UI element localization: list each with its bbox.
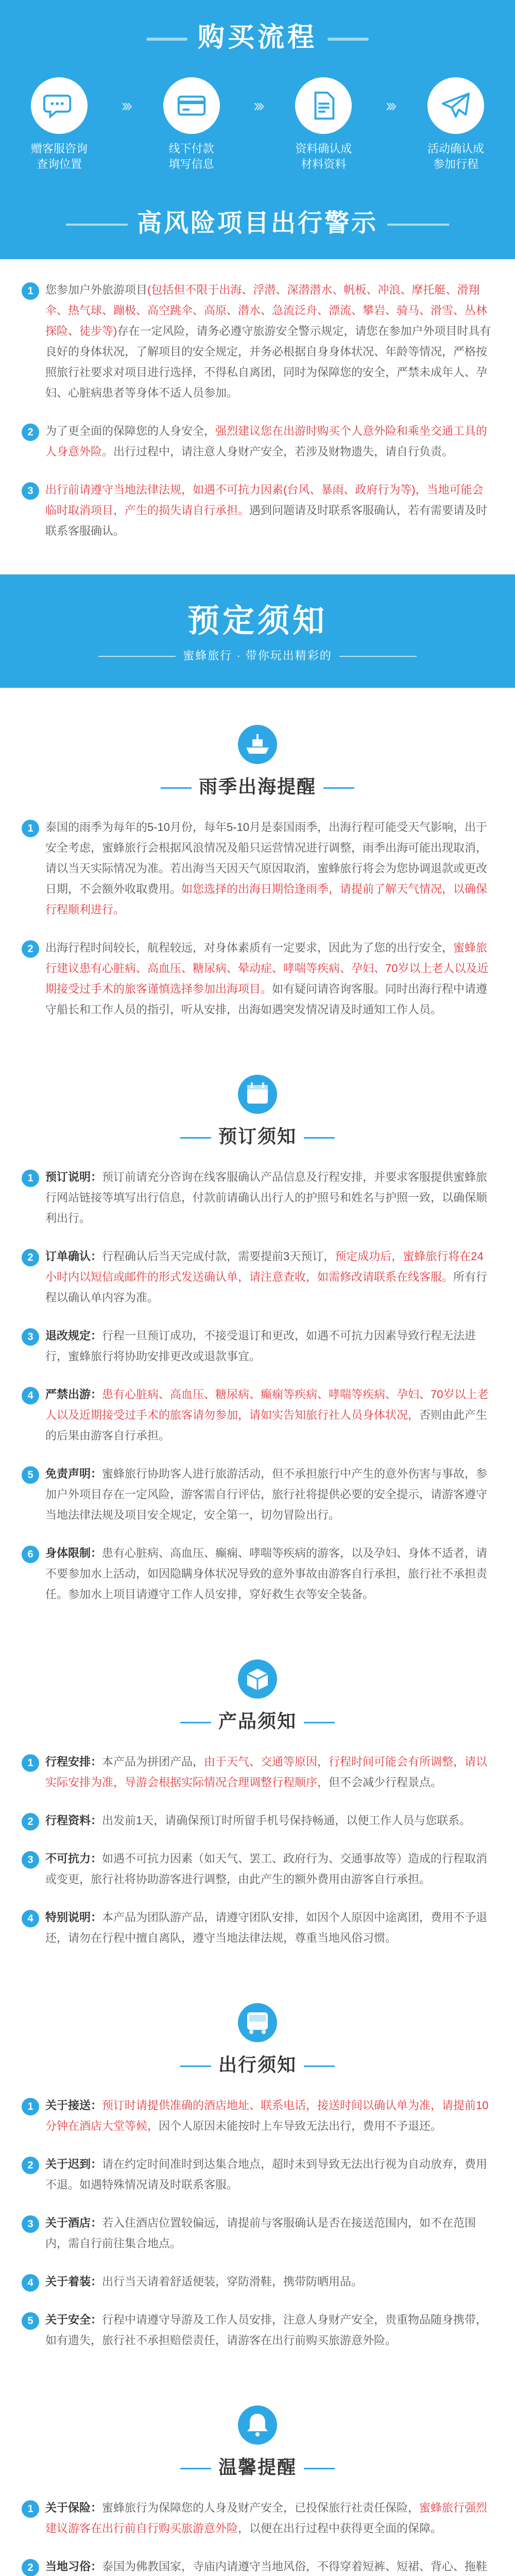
number-badge: 1 (22, 282, 39, 300)
list-item: 3 关于酒店：若入住酒店位置较偏远，请提前与客服确认是否在接送范围内，如不在范围内，需自行前往集合地点。 (22, 2213, 493, 2254)
flow-steps (0, 54, 515, 172)
flow-step-pay (153, 77, 230, 172)
list-item: 3 不可抗力：如遇不可抗力因素（如天气、罢工、政府行为、交通事故等）造成的行程取消或变更，旅行社将协助游客进行调整，由此产生的额外费用由游客自行承担。 (22, 1849, 493, 1890)
flow-step-consult (21, 77, 98, 172)
section-list (0, 1167, 515, 1605)
section-list (0, 817, 515, 1020)
title-deco-left (146, 38, 187, 41)
arrow-icon: ››› (385, 96, 394, 115)
number-badge: 6 (22, 1546, 39, 1563)
section-heading (0, 1966, 515, 2095)
number-badge: 4 (22, 1387, 39, 1404)
number-badge: 3 (22, 1851, 39, 1869)
number-badge: 1 (22, 1754, 39, 1772)
section-title: 雨季出海提醒 (0, 772, 515, 799)
section-title: 预订须知 (0, 1122, 515, 1148)
warning-header (0, 198, 515, 259)
number-badge: 3 (22, 1328, 39, 1346)
warning-body (0, 259, 515, 574)
reserve-header (0, 574, 515, 688)
flow-label-travel: 活动确认成 参加行程 (427, 142, 484, 171)
flow-label-consult: 赠客服咨询 查询位置 (30, 142, 88, 171)
box-icon (0, 1658, 515, 1700)
list-item: 2 出海行程时间较长，航程较远，对身体素质有一定要求，因此为了您的出行安全，蜜蜂旅行建议患有心脏病、高血压、糖尿病、晕动症、哮喘等疾病、孕妇、70岁以上老人以及近期接受过手术的旅客谨慎选择参加出海项目。如有疑问请咨询客服。同时出海行程中请遵守船长和工作人员的指引，听从安排，出海如遇突发情况请及时通知工作人员。 (22, 938, 493, 1020)
buy-process-section (0, 0, 515, 198)
title-deco-left (66, 224, 128, 226)
flow-step-confirm (285, 77, 362, 172)
number-badge: 3 (22, 2215, 39, 2233)
list-item: 3 退改规定：行程一旦预订成功，不接受退订和更改，如遇不可抗力因素导致行程无法进行，蜜蜂旅行将协助安排更改或退款事宜。 (22, 1326, 493, 1367)
section-title: 产品须知 (0, 1707, 515, 1733)
warning-item (22, 421, 493, 462)
flow-label-confirm: 资料确认成 材料资料 (295, 142, 352, 171)
warning-text: 您参加户外旅游项目(包括但不限于出海、浮潜、深潜潜水、帆板、冲浪、摩托艇、滑翔伞、热气球、蹦极、高空跳伞、高原、潜水、急流泛舟、漂流、攀岩、骑马、滑雪、丛林探险、徒步等)存在一定风险，请务必遵守旅游安全警示规定，请您在参加户外项目时具有良好的身体状况，了解项目的安全规定，并务必根据自身身体状况、年龄等情况，严格按照旅行社要求对项目进行选择，不得私自离团，同时为保障您的安全，严禁未成年人、孕妇、心脏病患者等身体不适人员参加。 (45, 283, 491, 399)
title-deco-right (328, 38, 369, 41)
warning-item (22, 480, 493, 541)
number-badge: 4 (22, 2274, 39, 2292)
list-item: 2 订单确认：行程确认后当天完成付款，需要提前3天预订，预定成功后，蜜蜂旅行将在24小时内以短信或邮件的形式发送确认单，请注意查收，如需修改请联系在线客服。所有行程以确认单内容为准。 (22, 1246, 493, 1308)
high-risk-warning-section (0, 198, 515, 574)
number-badge: 2 (22, 423, 39, 441)
section-list (0, 2498, 515, 2576)
number-badge: 2 (22, 2157, 39, 2174)
rainy-season-section (0, 688, 515, 1020)
card-icon (163, 77, 220, 134)
booking-notice-section (0, 1038, 515, 1605)
list-item: 2 当地习俗：泰国为佛教国家，寺庙内请遵守当地风俗，不得穿着短裤、短裙、背心、拖鞋 (22, 2556, 493, 2576)
list-item: 1 泰国的雨季为每年的5-10月份，每年5-10月是泰国雨季，出海行程可能受天气影响，出于安全考虑，蜜蜂旅行会根据风浪情况及船只运营情况进行调整，雨季出海可能出现取消，请以当天实际情况为准。若出海当天因天气原因取消，蜜蜂旅行将会为您协调退款或更改日期，不会额外收取费用。如您选择的出海日期恰逢雨季，请提前了解天气情况，以确保行程顺利进行。 (22, 817, 493, 920)
bell-icon (0, 2404, 515, 2446)
list-item: 2 关于迟到：请在约定时间准时到达集合地点，超时未到导致无法出行视为自动放弃，费用不退。如遇特殊情况请及时联系客服。 (22, 2154, 493, 2195)
number-badge: 1 (22, 820, 39, 837)
bus-icon (0, 2002, 515, 2043)
friendly-reminder-section (0, 2368, 515, 2576)
arrow-icon: ››› (121, 96, 130, 115)
list-item: 1 关于保险：蜜蜂旅行为保障您的人身及财产安全，已投保旅行社责任保险，蜜蜂旅行强烈建议游客在出行前自行购买旅游意外险，以便在出行过程中获得更全面的保障。 (22, 2498, 493, 2539)
list-item: 4 特别说明：本产品为团队游产品，请遵守团队安排，如因个人原因中途离团，费用不予退还，请勿在行程中擅自离队，遵守当地法律法规，尊重当地风俗习惯。 (22, 1907, 493, 1948)
number-badge: 5 (22, 2312, 39, 2330)
warning-title: 高风险项目出行警示 (0, 203, 515, 239)
number-badge: 3 (22, 482, 39, 500)
list-item: 2 行程资料：出发前1天，请确保预订时所留手机号保持畅通，以便工作人员与您联系。 (22, 1810, 493, 1831)
flow-step-travel (417, 77, 494, 172)
list-item: 1 行程安排：本产品为拼团产品，由于天气、交通等原因，行程时间可能会有所调整，请以实际安排为准，导游会根据实际情况合理调整行程顺序，但不会减少行程景点。 (22, 1752, 493, 1793)
section-heading (0, 1622, 515, 1752)
travel-notice-section (0, 1966, 515, 2351)
section-heading (0, 2368, 515, 2498)
section-list (0, 2095, 515, 2351)
number-badge: 1 (22, 2098, 39, 2115)
list-item: 1 关于接送：预订时请提供准确的酒店地址、联系电话，接送时间以确认单为准，请提前10分钟在酒店大堂等候，因个人原因未能按时上车导致无法出行，费用不予退还。 (22, 2095, 493, 2137)
warning-text: 出行前请遵守当地法律法规，如遇不可抗力因素(台风、暴雨、政府行为等)，当地可能会临时取消项目，产生的损失请自行承担。遇到问题请及时联系客服确认，若有需要请及时联系客服确认。 (45, 483, 488, 537)
number-badge: 1 (22, 2500, 39, 2518)
reserve-subtitle: 蜜蜂旅行 · 带你玩出精彩的 (0, 647, 515, 663)
calendar-icon (0, 1074, 515, 1115)
list-item: 1 预订说明：预订前请充分咨询在线客服确认产品信息及行程安排，并要求客服提供蜜蜂旅行网站链接等填写出行信息，付款前请确认出行人的护照号和姓名与护照一致，以确保顺利出行。 (22, 1167, 493, 1229)
number-badge: 5 (22, 1466, 39, 1484)
number-badge: 4 (22, 1910, 39, 1927)
list-item: 5 关于安全：行程中请遵守导游及工作人员安排，注意人身财产安全，贵重物品随身携带，如有遗失，旅行社不承担赔偿责任，请游客在出行前购买旅游意外险。 (22, 2310, 493, 2351)
chat-icon (31, 77, 88, 134)
list-item: 4 关于着装：出行当天请着舒适便装，穿防滑鞋，携带防晒用品。 (22, 2272, 493, 2292)
number-badge: 2 (22, 940, 39, 958)
number-badge: 2 (22, 1249, 39, 1266)
number-badge: 2 (22, 1813, 39, 1831)
section-heading (0, 1038, 515, 1167)
buy-process-title: 购买流程 (0, 15, 515, 54)
list-item: 6 身体限制：患有心脏病、高血压、癫痫、哮喘等疾病的游客，以及孕妇、身体不适者，请不要参加水上活动，如因隐瞒身体状况导致的意外事故由游客自行承担，旅行社不承担责任。参加水上项目请遵守工作人员安排，穿好救生衣等安全装备。 (22, 1543, 493, 1605)
warning-text: 为了更全面的保障您的人身安全，强烈建议您在出游时购买个人意外险和乘坐交通工具的人身意外险。出行过程中，请注意人身财产安全，若涉及财物遗失，请自行负责。 (45, 425, 488, 458)
flow-label-pay: 线下付款 填写信息 (168, 142, 214, 171)
number-badge: 1 (22, 1170, 39, 1187)
arrow-icon: ››› (253, 96, 262, 115)
list-item: 4 严禁出游：患有心脏病、高血压、糖尿病、癫痫等疾病、哮喘等疾病、孕妇、70岁以上老人以及近期接受过手术的旅客请勿参加，请如实告知旅行社人员身体状况，否则由此产生的后果由游客自行承担。 (22, 1384, 493, 1446)
warning-item (22, 280, 493, 403)
section-heading (0, 688, 515, 817)
reserve-title: 预定须知 (187, 603, 328, 639)
section-list (0, 1752, 515, 1948)
section-title: 温馨提醒 (0, 2453, 515, 2479)
section-title: 出行须知 (0, 2050, 515, 2077)
plane-icon (427, 77, 484, 134)
ship-icon (0, 724, 515, 765)
product-notice-section (0, 1622, 515, 1948)
list-item: 5 免责声明：蜜蜂旅行协助客人进行旅游活动，但不承担旅行中产生的意外伤害与事故，参加户外项目存在一定风险，游客需自行评估，旅行社将提供必要的安全提示，请游客遵守当地法律法规及项目安全规定，安全第一，切勿冒险出行。 (22, 1464, 493, 1526)
title-deco-right (387, 224, 449, 226)
number-badge: 2 (22, 2559, 39, 2576)
document-icon (295, 77, 352, 134)
